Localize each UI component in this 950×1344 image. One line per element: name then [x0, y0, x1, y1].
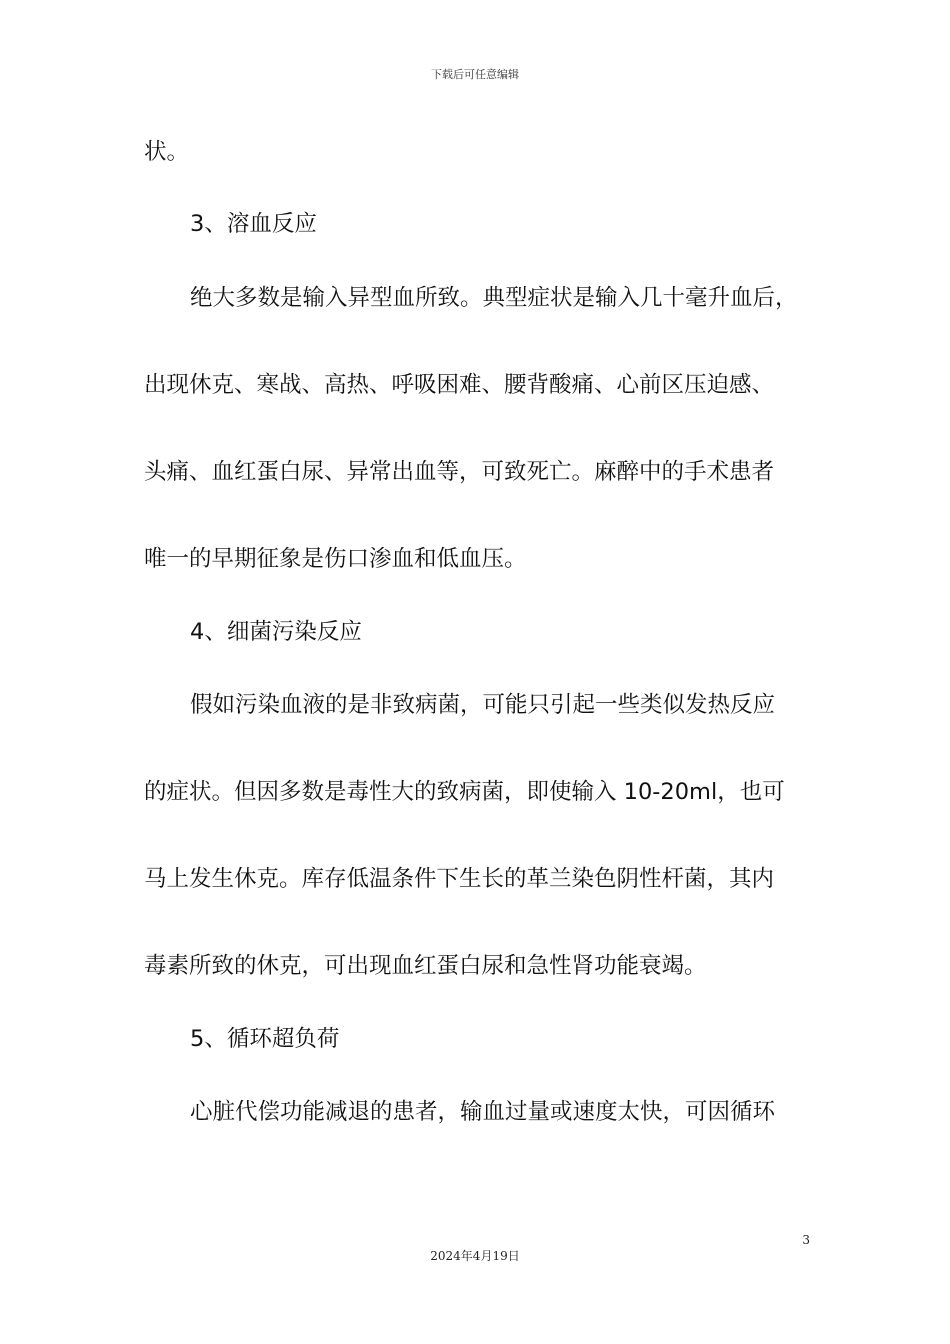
footer-date: 2024年4月19日: [430, 1249, 520, 1263]
body-line: 状。: [144, 139, 190, 165]
section-heading-hemolytic-reaction: 3、溶血反应: [190, 211, 317, 237]
body-line: 马上发生休克。库存低温条件下生长的革兰染色阴性杆菌，其内: [144, 866, 775, 892]
page-header: 下载后可任意编辑: [431, 68, 519, 81]
body-line: 的症状。但因多数是毒性大的致病菌，即使输入 10-20ml，也可: [144, 779, 785, 805]
section-heading-bacterial-contamination: 4、细菌污染反应: [190, 619, 362, 645]
body-line: 头痛、血红蛋白尿、异常出血等，可致死亡。麻醉中的手术患者: [144, 459, 775, 485]
body-line: 出现休克、寒战、高热、呼吸困难、腰背酸痛、心前区压迫感、: [144, 372, 775, 398]
body-line: 唯一的早期征象是伤口渗血和低血压。: [144, 546, 527, 572]
section-heading-circulatory-overload: 5、循环超负荷: [190, 1026, 340, 1052]
body-line: 毒素所致的休克，可出现血红蛋白尿和急性肾功能衰竭。: [144, 953, 707, 979]
body-line: 假如污染血液的是非致病菌，可能只引起一些类似发热反应: [190, 692, 776, 718]
page-number: 3: [802, 1233, 810, 1247]
body-line: 绝大多数是输入异型血所致。典型症状是输入几十毫升血后，: [190, 285, 798, 311]
body-line: 心脏代偿功能减退的患者，输血过量或速度太快，可因循环: [190, 1099, 776, 1125]
